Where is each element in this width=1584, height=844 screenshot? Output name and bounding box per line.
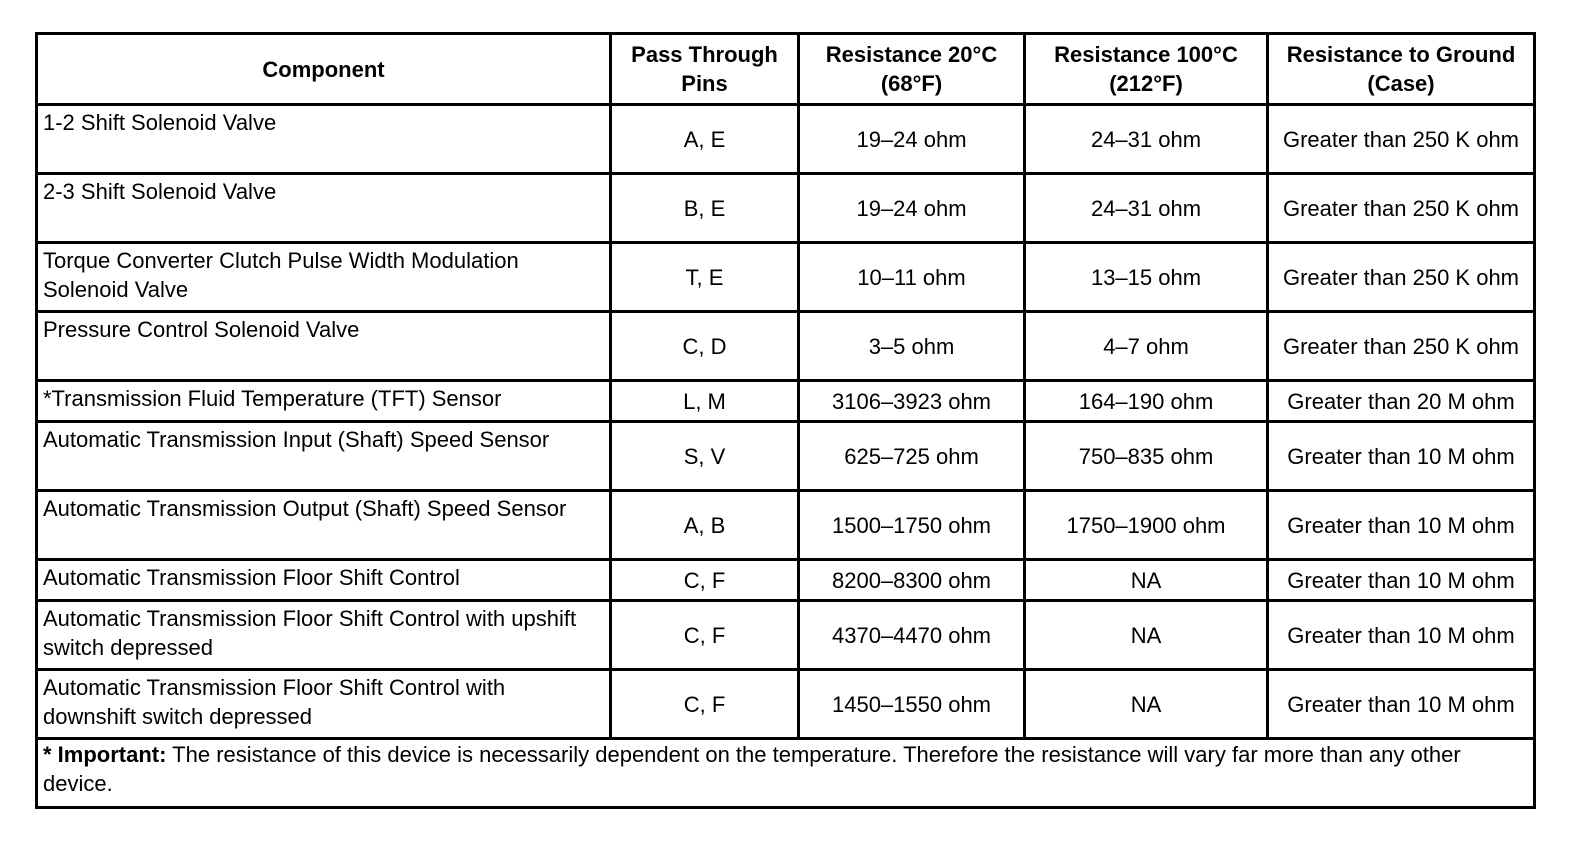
resistance-100c-cell: 1750–1900 ohm [1025, 491, 1268, 560]
pins-cell: A, E [611, 105, 799, 174]
resistance-20c-cell: 19–24 ohm [799, 174, 1025, 243]
resistance-spec-table [35, 32, 1536, 809]
component-cell: Automatic Transmission Input (Shaft) Speed Sensor [37, 422, 611, 491]
header-resistance-20c: Resistance 20°C (68°F) [799, 34, 1025, 105]
table-row [37, 243, 1535, 312]
resistance-100c-cell: 24–31 ohm [1025, 105, 1268, 174]
pins-cell: C, F [611, 560, 799, 601]
ground-resistance-cell: Greater than 250 K ohm [1268, 312, 1535, 381]
resistance-100c-cell: NA [1025, 601, 1268, 670]
table-row [37, 381, 1535, 422]
component-cell: *Transmission Fluid Temperature (TFT) Sensor [37, 381, 611, 422]
pins-cell: C, F [611, 670, 799, 739]
ground-resistance-cell: Greater than 10 M ohm [1268, 670, 1535, 739]
pins-cell: A, B [611, 491, 799, 560]
note-row [37, 739, 1535, 808]
resistance-20c-cell: 3106–3923 ohm [799, 381, 1025, 422]
table-row [37, 422, 1535, 491]
component-cell: Automatic Transmission Output (Shaft) Speed Sensor [37, 491, 611, 560]
ground-resistance-cell: Greater than 10 M ohm [1268, 560, 1535, 601]
table-row [37, 670, 1535, 739]
table-row [37, 105, 1535, 174]
header-pass-through-pins: Pass Through Pins [611, 34, 799, 105]
component-cell: 2-3 Shift Solenoid Valve [37, 174, 611, 243]
pins-cell: S, V [611, 422, 799, 491]
component-cell: Automatic Transmission Floor Shift Control with upshift switch depressed [37, 601, 611, 670]
ground-resistance-cell: Greater than 20 M ohm [1268, 381, 1535, 422]
ground-resistance-cell: Greater than 250 K ohm [1268, 174, 1535, 243]
header-resistance-to-ground: Resistance to Ground (Case) [1268, 34, 1535, 105]
ground-resistance-cell: Greater than 10 M ohm [1268, 491, 1535, 560]
resistance-20c-cell: 19–24 ohm [799, 105, 1025, 174]
pins-cell: C, F [611, 601, 799, 670]
table-row [37, 601, 1535, 670]
resistance-20c-cell: 4370–4470 ohm [799, 601, 1025, 670]
ground-resistance-cell: Greater than 250 K ohm [1268, 105, 1535, 174]
resistance-20c-cell: 10–11 ohm [799, 243, 1025, 312]
header-resistance-100c: Resistance 100°C (212°F) [1025, 34, 1268, 105]
note-text: The resistance of this device is necessarily dependent on the temperature. Therefore the resistance will vary far more than any other device. [43, 742, 1461, 796]
resistance-100c-cell: 750–835 ohm [1025, 422, 1268, 491]
header-component: Component [37, 34, 611, 105]
component-cell: 1-2 Shift Solenoid Valve [37, 105, 611, 174]
resistance-100c-cell: NA [1025, 670, 1268, 739]
resistance-20c-cell: 3–5 ohm [799, 312, 1025, 381]
resistance-100c-cell: NA [1025, 560, 1268, 601]
resistance-100c-cell: 164–190 ohm [1025, 381, 1268, 422]
component-cell: Pressure Control Solenoid Valve [37, 312, 611, 381]
resistance-20c-cell: 1450–1550 ohm [799, 670, 1025, 739]
header-row [37, 34, 1535, 105]
resistance-100c-cell: 24–31 ohm [1025, 174, 1268, 243]
resistance-20c-cell: 1500–1750 ohm [799, 491, 1025, 560]
component-cell: Torque Converter Clutch Pulse Width Modulation Solenoid Valve [37, 243, 611, 312]
table-row [37, 491, 1535, 560]
resistance-100c-cell: 13–15 ohm [1025, 243, 1268, 312]
ground-resistance-cell: Greater than 10 M ohm [1268, 601, 1535, 670]
important-note [37, 739, 1535, 808]
ground-resistance-cell: Greater than 250 K ohm [1268, 243, 1535, 312]
table-row [37, 174, 1535, 243]
resistance-100c-cell: 4–7 ohm [1025, 312, 1268, 381]
component-cell: Automatic Transmission Floor Shift Control [37, 560, 611, 601]
pins-cell: C, D [611, 312, 799, 381]
pins-cell: B, E [611, 174, 799, 243]
component-cell: Automatic Transmission Floor Shift Control with downshift switch depressed [37, 670, 611, 739]
note-prefix: * Important: [43, 742, 167, 767]
table-row [37, 312, 1535, 381]
resistance-20c-cell: 8200–8300 ohm [799, 560, 1025, 601]
ground-resistance-cell: Greater than 10 M ohm [1268, 422, 1535, 491]
pins-cell: L, M [611, 381, 799, 422]
table-row [37, 560, 1535, 601]
pins-cell: T, E [611, 243, 799, 312]
resistance-20c-cell: 625–725 ohm [799, 422, 1025, 491]
